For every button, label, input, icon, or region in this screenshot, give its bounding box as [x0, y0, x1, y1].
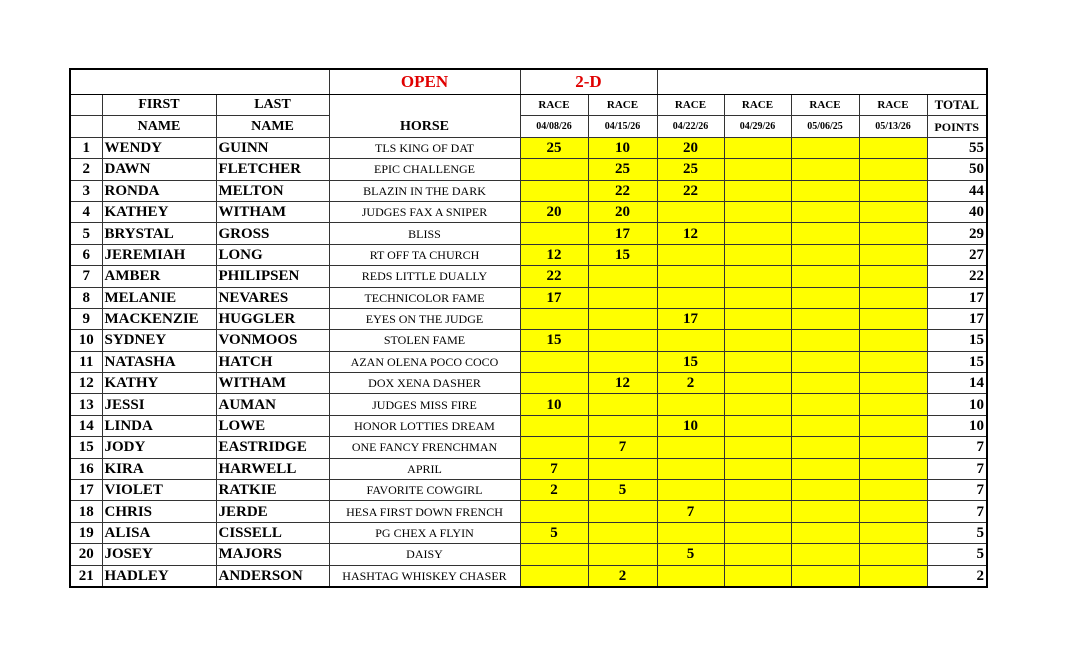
race-score-cell: [520, 223, 588, 244]
horse-cell: STOLEN FAME: [329, 330, 520, 351]
race-score-cell: [520, 565, 588, 587]
first-name-cell: JESSI: [102, 394, 216, 415]
race-score-cell: [724, 266, 791, 287]
rank-cell: 9: [70, 308, 102, 329]
title-row: [70, 69, 987, 95]
race-score-cell: 25: [657, 159, 724, 180]
header-total-2: POINTS: [927, 116, 987, 137]
total-points-cell: 50: [927, 159, 987, 180]
race-score-cell: 22: [520, 266, 588, 287]
race-score-cell: [791, 480, 859, 501]
race-score-cell: [724, 565, 791, 587]
race-score-cell: [724, 244, 791, 265]
header-race-date-3: 04/22/26: [657, 116, 724, 137]
race-score-cell: [724, 287, 791, 308]
race-score-cell: [791, 501, 859, 522]
race-score-cell: 12: [657, 223, 724, 244]
race-score-cell: 5: [588, 480, 657, 501]
last-name-cell: MELTON: [216, 180, 329, 201]
total-points-cell: 22: [927, 266, 987, 287]
race-score-cell: [657, 266, 724, 287]
race-score-cell: [859, 201, 927, 222]
race-score-cell: [859, 308, 927, 329]
race-score-cell: [859, 287, 927, 308]
header-last-name: LAST: [216, 95, 329, 116]
rank-cell: 5: [70, 223, 102, 244]
horse-cell: HESA FIRST DOWN FRENCH: [329, 501, 520, 522]
table-row: [70, 201, 987, 222]
last-name-cell: LONG: [216, 244, 329, 265]
race-score-cell: 20: [588, 201, 657, 222]
last-name-cell: HATCH: [216, 351, 329, 372]
rank-cell: 3: [70, 180, 102, 201]
race-score-cell: 17: [520, 287, 588, 308]
race-score-cell: [520, 437, 588, 458]
header-horse: [329, 95, 520, 138]
race-score-cell: 2: [520, 480, 588, 501]
first-name-cell: KATHEY: [102, 201, 216, 222]
rank-cell: 17: [70, 480, 102, 501]
first-name-cell: WENDY: [102, 137, 216, 158]
horse-cell: REDS LITTLE DUALLY: [329, 266, 520, 287]
race-score-cell: [724, 308, 791, 329]
race-score-cell: [724, 544, 791, 565]
first-name-cell: KATHY: [102, 373, 216, 394]
first-name-cell: JOSEY: [102, 544, 216, 565]
total-points-cell: 10: [927, 415, 987, 436]
header-race-4: RACE: [724, 95, 791, 116]
header-horse-label: HORSE: [399, 118, 449, 134]
race-score-cell: [520, 501, 588, 522]
race-score-cell: [724, 159, 791, 180]
horse-cell: APRIL: [329, 458, 520, 479]
rank-cell: 12: [70, 373, 102, 394]
race-score-cell: 5: [520, 522, 588, 543]
race-score-cell: [859, 522, 927, 543]
table-row: [70, 565, 987, 587]
first-name-cell: ALISA: [102, 522, 216, 543]
horse-cell: EPIC CHALLENGE: [329, 159, 520, 180]
rank-cell: 6: [70, 244, 102, 265]
header-total: TOTAL: [927, 95, 987, 116]
race-score-cell: [791, 394, 859, 415]
header-first-name: FIRST: [102, 95, 216, 116]
race-score-cell: [859, 415, 927, 436]
race-score-cell: [791, 287, 859, 308]
header-first-name-2: NAME: [102, 116, 216, 137]
rank-cell: 15: [70, 437, 102, 458]
race-score-cell: [657, 244, 724, 265]
race-score-cell: [724, 458, 791, 479]
header-race-6: RACE: [859, 95, 927, 116]
race-score-cell: 12: [520, 244, 588, 265]
table-row: [70, 437, 987, 458]
horse-cell: PG CHEX A FLYIN: [329, 522, 520, 543]
race-score-cell: [588, 415, 657, 436]
total-points-cell: 2: [927, 565, 987, 587]
table-row: [70, 480, 987, 501]
horse-cell: FAVORITE COWGIRL: [329, 480, 520, 501]
rank-cell: 4: [70, 201, 102, 222]
rank-cell: 19: [70, 522, 102, 543]
race-score-cell: [588, 308, 657, 329]
header-race-1: RACE: [520, 95, 588, 116]
table-row: [70, 373, 987, 394]
total-points-cell: 5: [927, 544, 987, 565]
race-score-cell: [859, 394, 927, 415]
race-score-cell: [859, 544, 927, 565]
race-score-cell: [657, 287, 724, 308]
table-row: [70, 266, 987, 287]
race-score-cell: 25: [520, 137, 588, 158]
race-score-cell: [859, 351, 927, 372]
horse-cell: BLISS: [329, 223, 520, 244]
last-name-cell: WITHAM: [216, 201, 329, 222]
race-score-cell: [657, 522, 724, 543]
header-row-2: [70, 116, 987, 137]
race-score-cell: [791, 330, 859, 351]
race-score-cell: [791, 544, 859, 565]
race-score-cell: 15: [657, 351, 724, 372]
first-name-cell: SYDNEY: [102, 330, 216, 351]
last-name-cell: PHILIPSEN: [216, 266, 329, 287]
class-title: OPEN: [329, 69, 520, 95]
race-score-cell: 20: [657, 137, 724, 158]
table-row: [70, 137, 987, 158]
total-points-cell: 7: [927, 458, 987, 479]
race-score-cell: [791, 180, 859, 201]
race-score-cell: [859, 137, 927, 158]
race-score-cell: 2: [588, 565, 657, 587]
race-score-cell: [859, 373, 927, 394]
last-name-cell: RATKIE: [216, 480, 329, 501]
horse-cell: TECHNICOLOR FAME: [329, 287, 520, 308]
rank-cell: 16: [70, 458, 102, 479]
race-score-cell: [791, 373, 859, 394]
race-score-cell: [791, 308, 859, 329]
race-score-cell: 10: [588, 137, 657, 158]
first-name-cell: KIRA: [102, 458, 216, 479]
last-name-cell: JERDE: [216, 501, 329, 522]
horse-cell: RT OFF TA CHURCH: [329, 244, 520, 265]
last-name-cell: MAJORS: [216, 544, 329, 565]
race-score-cell: [791, 266, 859, 287]
last-name-cell: HARWELL: [216, 458, 329, 479]
race-score-cell: [588, 458, 657, 479]
last-name-cell: GUINN: [216, 137, 329, 158]
race-score-cell: [859, 180, 927, 201]
race-score-cell: [791, 437, 859, 458]
race-score-cell: [520, 308, 588, 329]
rank-cell: 8: [70, 287, 102, 308]
race-score-cell: [859, 501, 927, 522]
last-name-cell: AUMAN: [216, 394, 329, 415]
race-score-cell: [724, 351, 791, 372]
race-score-cell: [724, 201, 791, 222]
header-race-date-2: 04/15/26: [588, 116, 657, 137]
race-score-cell: [724, 394, 791, 415]
total-points-cell: 29: [927, 223, 987, 244]
race-score-cell: [520, 373, 588, 394]
last-name-cell: ANDERSON: [216, 565, 329, 587]
race-score-cell: [724, 180, 791, 201]
race-score-cell: [791, 522, 859, 543]
first-name-cell: BRYSTAL: [102, 223, 216, 244]
race-score-cell: [588, 287, 657, 308]
race-score-cell: 15: [520, 330, 588, 351]
race-score-cell: 10: [657, 415, 724, 436]
table-row: [70, 544, 987, 565]
race-score-cell: [791, 137, 859, 158]
race-score-cell: [657, 565, 724, 587]
last-name-cell: LOWE: [216, 415, 329, 436]
race-score-cell: [657, 201, 724, 222]
horse-cell: HONOR LOTTIES DREAM: [329, 415, 520, 436]
race-score-cell: [724, 137, 791, 158]
race-score-cell: 7: [520, 458, 588, 479]
rank-cell: 13: [70, 394, 102, 415]
first-name-cell: HADLEY: [102, 565, 216, 587]
race-score-cell: [657, 480, 724, 501]
total-points-cell: 17: [927, 287, 987, 308]
first-name-cell: VIOLET: [102, 480, 216, 501]
header-row-1: [70, 95, 987, 116]
first-name-cell: JEREMIAH: [102, 244, 216, 265]
race-score-cell: [859, 244, 927, 265]
total-points-cell: 5: [927, 522, 987, 543]
total-points-cell: 17: [927, 308, 987, 329]
race-score-cell: [859, 159, 927, 180]
total-points-cell: 44: [927, 180, 987, 201]
rank-cell: 14: [70, 415, 102, 436]
race-score-cell: [657, 330, 724, 351]
race-score-cell: [588, 330, 657, 351]
race-score-cell: [724, 437, 791, 458]
race-score-cell: [724, 330, 791, 351]
header-last-name-2: NAME: [216, 116, 329, 137]
rank-cell: 20: [70, 544, 102, 565]
race-score-cell: 12: [588, 373, 657, 394]
first-name-cell: JODY: [102, 437, 216, 458]
race-score-cell: [859, 458, 927, 479]
rank-cell: 18: [70, 501, 102, 522]
total-points-cell: 7: [927, 480, 987, 501]
last-name-cell: FLETCHER: [216, 159, 329, 180]
first-name-cell: AMBER: [102, 266, 216, 287]
race-score-cell: 7: [588, 437, 657, 458]
race-score-cell: [657, 394, 724, 415]
race-score-cell: 17: [657, 308, 724, 329]
race-score-cell: [657, 458, 724, 479]
table-row: [70, 415, 987, 436]
total-points-cell: 55: [927, 137, 987, 158]
race-score-cell: 7: [657, 501, 724, 522]
table-row: [70, 330, 987, 351]
header-rank-2: [70, 116, 102, 137]
race-score-cell: [791, 351, 859, 372]
first-name-cell: DAWN: [102, 159, 216, 180]
race-score-cell: 22: [588, 180, 657, 201]
race-score-cell: [791, 201, 859, 222]
total-points-cell: 15: [927, 351, 987, 372]
table-row: [70, 351, 987, 372]
title-spacer-right: [657, 69, 987, 95]
table-row: [70, 394, 987, 415]
race-score-cell: [588, 544, 657, 565]
last-name-cell: WITHAM: [216, 373, 329, 394]
horse-cell: DOX XENA DASHER: [329, 373, 520, 394]
table-row: [70, 522, 987, 543]
race-score-cell: [724, 480, 791, 501]
first-name-cell: LINDA: [102, 415, 216, 436]
race-score-cell: [724, 223, 791, 244]
total-points-cell: 15: [927, 330, 987, 351]
header-race-3: RACE: [657, 95, 724, 116]
header-race-date-1: 04/08/26: [520, 116, 588, 137]
total-points-cell: 27: [927, 244, 987, 265]
race-score-cell: [859, 480, 927, 501]
last-name-cell: GROSS: [216, 223, 329, 244]
first-name-cell: MACKENZIE: [102, 308, 216, 329]
rank-cell: 11: [70, 351, 102, 372]
division-title: 2-D: [520, 69, 657, 95]
race-score-cell: [657, 437, 724, 458]
table-row: [70, 287, 987, 308]
last-name-cell: CISSELL: [216, 522, 329, 543]
race-score-cell: [588, 501, 657, 522]
title-spacer: [70, 69, 329, 95]
horse-cell: EYES ON THE JUDGE: [329, 308, 520, 329]
last-name-cell: VONMOOS: [216, 330, 329, 351]
horse-cell: HASHTAG WHISKEY CHASER: [329, 565, 520, 587]
rank-cell: 21: [70, 565, 102, 587]
race-score-cell: [791, 223, 859, 244]
table-row: [70, 244, 987, 265]
rank-cell: 7: [70, 266, 102, 287]
header-race-date-5: 05/06/25: [791, 116, 859, 137]
horse-cell: BLAZIN IN THE DARK: [329, 180, 520, 201]
horse-cell: JUDGES FAX A SNIPER: [329, 201, 520, 222]
race-score-cell: [520, 415, 588, 436]
race-score-cell: 2: [657, 373, 724, 394]
race-score-cell: [724, 373, 791, 394]
first-name-cell: CHRIS: [102, 501, 216, 522]
race-score-cell: [859, 565, 927, 587]
race-score-cell: 25: [588, 159, 657, 180]
race-score-cell: [520, 544, 588, 565]
race-score-cell: [724, 501, 791, 522]
header-race-date-4: 04/29/26: [724, 116, 791, 137]
race-score-cell: [724, 522, 791, 543]
header-rank: [70, 95, 102, 116]
race-score-cell: 20: [520, 201, 588, 222]
race-score-cell: [588, 522, 657, 543]
standings-table: [69, 68, 988, 588]
last-name-cell: EASTRIDGE: [216, 437, 329, 458]
race-score-cell: [791, 458, 859, 479]
horse-cell: DAISY: [329, 544, 520, 565]
table-row: [70, 458, 987, 479]
table-row: [70, 180, 987, 201]
race-score-cell: [791, 415, 859, 436]
race-score-cell: [859, 223, 927, 244]
race-score-cell: [791, 565, 859, 587]
race-score-cell: [588, 351, 657, 372]
race-score-cell: 5: [657, 544, 724, 565]
total-points-cell: 7: [927, 501, 987, 522]
race-score-cell: 17: [588, 223, 657, 244]
race-score-cell: [724, 415, 791, 436]
table-row: [70, 159, 987, 180]
race-score-cell: [588, 394, 657, 415]
last-name-cell: HUGGLER: [216, 308, 329, 329]
total-points-cell: 14: [927, 373, 987, 394]
first-name-cell: RONDA: [102, 180, 216, 201]
last-name-cell: NEVARES: [216, 287, 329, 308]
header-race-date-6: 05/13/26: [859, 116, 927, 137]
race-score-cell: [520, 180, 588, 201]
table-row: [70, 308, 987, 329]
first-name-cell: NATASHA: [102, 351, 216, 372]
horse-cell: TLS KING OF DAT: [329, 137, 520, 158]
table-row: [70, 501, 987, 522]
race-score-cell: 22: [657, 180, 724, 201]
horse-cell: AZAN OLENA POCO COCO: [329, 351, 520, 372]
header-race-2: RACE: [588, 95, 657, 116]
horse-cell: JUDGES MISS FIRE: [329, 394, 520, 415]
race-score-cell: [791, 244, 859, 265]
race-score-cell: 15: [588, 244, 657, 265]
rank-cell: 10: [70, 330, 102, 351]
total-points-cell: 40: [927, 201, 987, 222]
race-score-cell: [520, 351, 588, 372]
race-score-cell: 10: [520, 394, 588, 415]
race-score-cell: [520, 159, 588, 180]
table-row: [70, 223, 987, 244]
total-points-cell: 7: [927, 437, 987, 458]
race-score-cell: [859, 266, 927, 287]
total-points-cell: 10: [927, 394, 987, 415]
rank-cell: 2: [70, 159, 102, 180]
race-score-cell: [859, 330, 927, 351]
first-name-cell: MELANIE: [102, 287, 216, 308]
header-race-5: RACE: [791, 95, 859, 116]
race-score-cell: [588, 266, 657, 287]
race-score-cell: [791, 159, 859, 180]
horse-cell: ONE FANCY FRENCHMAN: [329, 437, 520, 458]
rank-cell: 1: [70, 137, 102, 158]
race-score-cell: [859, 437, 927, 458]
